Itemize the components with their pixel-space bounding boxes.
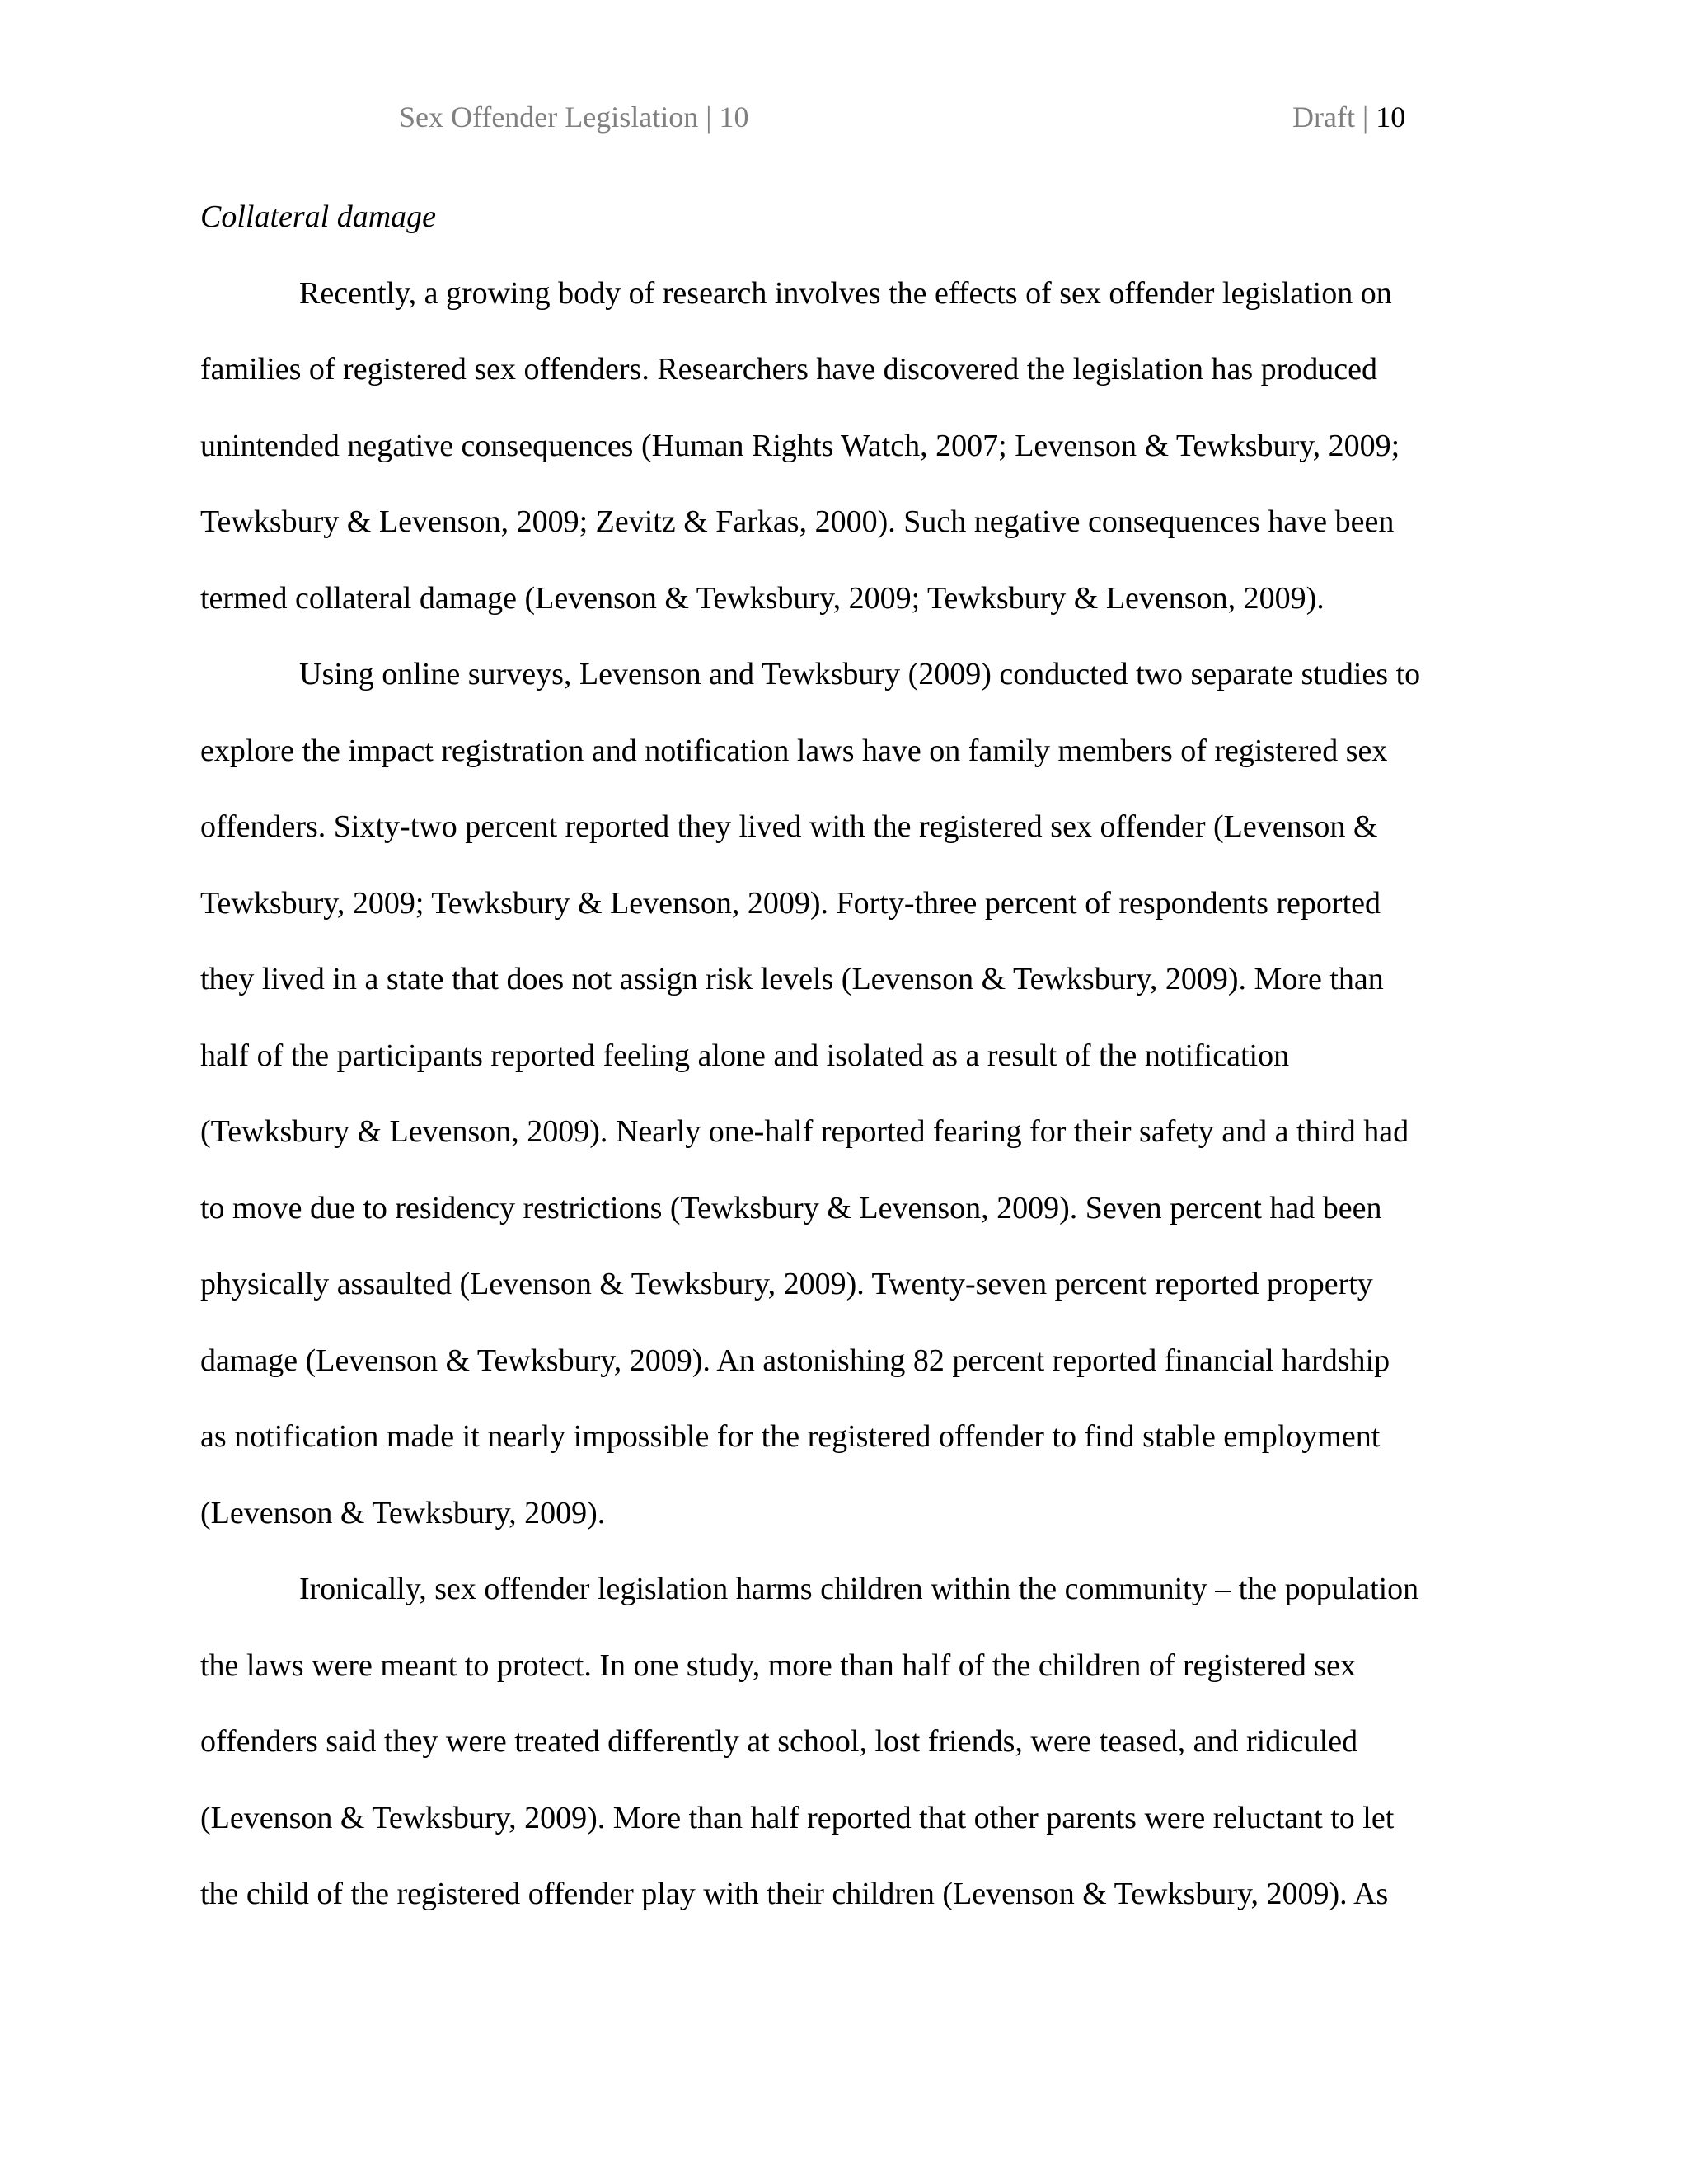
paragraph-line: offenders. Sixty-two percent reported they lived with the registered sex offender (Levenson & [200,809,1378,844]
paragraph-line: Tewksbury & Levenson, 2009; Zevitz & Farkas, 2000). Such negative consequences have been [200,504,1395,539]
paragraph-line: the child of the registered offender play with their children (Levenson & Tewksbury, 2009). As [200,1877,1389,1911]
paragraph [200,255,1494,637]
paragraph-line: half of the participants reported feeling alone and isolated as a result of the notification [200,1038,1290,1073]
paragraph-line: they lived in a state that does not assign risk levels (Levenson & Tewksbury, 2009). More than [200,962,1384,996]
draft-page-header [1292,96,1405,138]
paragraph [200,1551,1494,1933]
paragraph-line: (Levenson & Tewksbury, 2009). More than half reported that other parents were reluctant to let [200,1800,1395,1835]
paragraph-line: to move due to residency restrictions (Tewksbury & Levenson, 2009). Seven percent had been [200,1190,1382,1226]
paragraph-line: (Tewksbury & Levenson, 2009). Nearly one-half reported fearing for their safety and a third had [200,1114,1409,1149]
paragraph-line: damage (Levenson & Tewksbury, 2009). An astonishing 82 percent reported financial hardship [200,1343,1390,1378]
paragraph-line: Using online surveys, Levenson and Tewksbury (2009) conducted two separate studies to [299,657,1421,691]
paragraph-line: families of registered sex offenders. Researchers have discovered the legislation has produced [200,352,1377,387]
paragraph-line: termed collateral damage (Levenson & Tewksbury, 2009; Tewksbury & Levenson, 2009). [200,580,1325,616]
paragraphs [200,255,1494,1933]
paragraph-line: (Levenson & Tewksbury, 2009). [200,1495,606,1530]
paragraph-line: Tewksbury, 2009; Tewksbury & Levenson, 2009). Forty-three percent of respondents reported [200,885,1381,921]
paragraph-line: Recently, a growing body of research involves the effects of sex offender legislation on [299,275,1392,311]
draft-separator: | [1354,101,1376,134]
paragraph-line: offenders said they were treated differently at school, lost friends, were teased, and ridiculed [200,1724,1358,1759]
page-number: 10 [1376,101,1406,134]
paragraph-line: the laws were meant to protect. In one study, more than half of the children of registered sex [200,1647,1356,1683]
draft-label: Draft [1292,101,1355,134]
paragraph [200,636,1494,1551]
running-header-title: Sex Offender Legislation | 10 [399,101,749,134]
paragraph-line: explore the impact registration and notification laws have on family members of registered sex [200,733,1388,768]
paragraph-line: as notification made it nearly impossible for the registered offender to find stable employment [200,1419,1381,1454]
section-heading: Collateral damage [200,199,437,234]
document-body [200,179,1494,1933]
paragraph-line: Ironically, sex offender legislation harms children within the community – the population [299,1572,1419,1606]
paragraph-line: physically assaulted (Levenson & Tewksbury, 2009). Twenty-seven percent reported property [200,1267,1373,1301]
paragraph-line: unintended negative consequences (Human Rights Watch, 2007; Levenson & Tewksbury, 2009; [200,428,1400,463]
